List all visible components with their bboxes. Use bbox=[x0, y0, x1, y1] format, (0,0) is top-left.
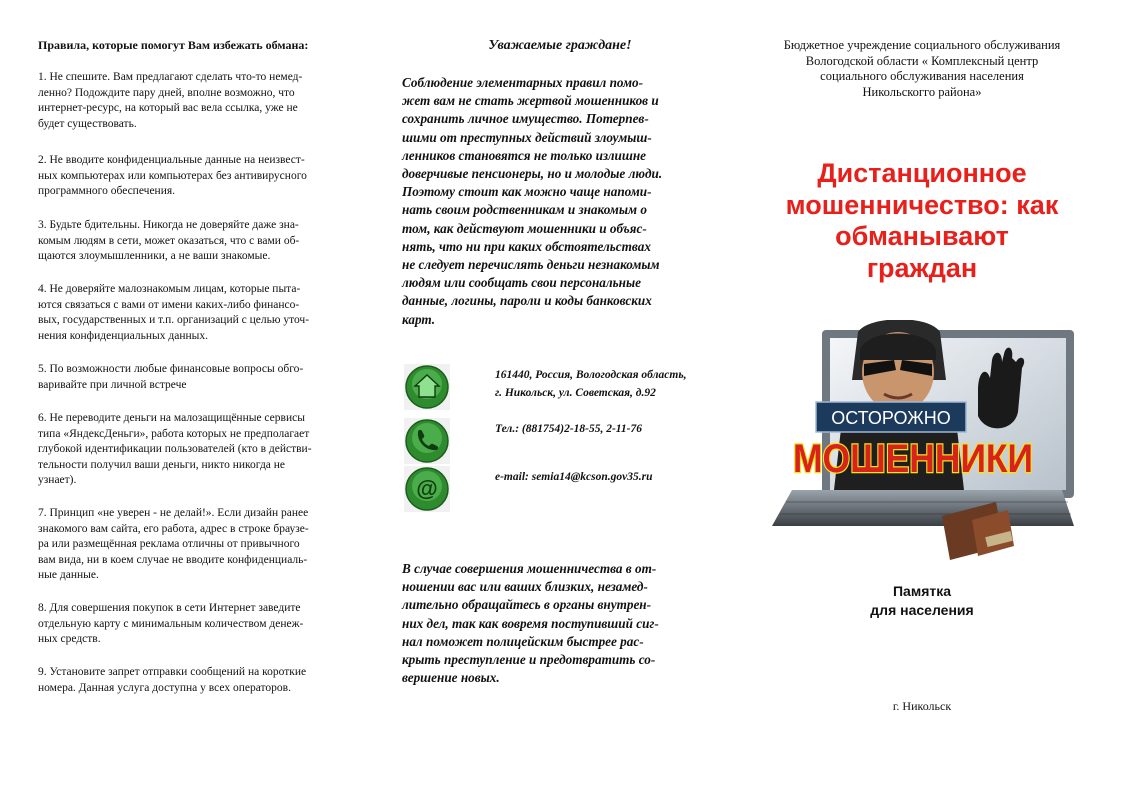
brochure-subtitle: Памятка для населения bbox=[870, 583, 974, 618]
cover-panel bbox=[752, 0, 1092, 794]
brochure-title: Дистанционное мошенничество: как обманывают граждан bbox=[785, 158, 1059, 283]
home-icon bbox=[404, 364, 450, 410]
closing-text: В случае совершения мошенничества в от- ношении вас или ваших близких, незамед- лительно обращайтесь в органы внутрен- них дел, так как вовремя поступивший сиг- нал поможет полицейским быстрее рас- крыть преступление и предотвратить со- вершение новых. bbox=[402, 561, 659, 686]
appeal-panel bbox=[400, 0, 730, 794]
phone-icon bbox=[404, 418, 450, 464]
organization-name: Бюджетное учреждение социального обслуживания Вологодской области « Комплексный центр социального обслуживания населения Никольскогго района» bbox=[783, 38, 1061, 99]
rule-item: 4. Не доверяйте малознакомым лицам, которые пыта- ются связаться с вами от имени каких-либо финансо- вых, государственных и т.п. организаций с целью уточ- нения конфиденциальных данных. bbox=[38, 283, 310, 342]
contact-phone: Тел.: (881754)2-18-55, 2-11-76 bbox=[495, 423, 643, 435]
contact-address: 161440, Россия, Вологодская область, г. Никольск, ул. Советская, д.92 bbox=[495, 369, 687, 399]
rule-item: 5. По возможности любые финансовые вопросы обго- варивайте при личной встрече bbox=[38, 363, 304, 391]
rule-item: 8. Для совершения покупок в сети Интернет заведите отдельную карту с минимальным количеством денеж- ных средств. bbox=[38, 602, 304, 645]
intro-text: Соблюдение элементарных правил помо- жет вам не стать жертвой мошенников и сохранить личное имущество. Потерпев- шими от преступных действий злоумыш- ленников становятся не только излишне доверчивые пенсионеры, но и молодые люди. Поэтому стоит как можно чаще напоми- нать своим родственникам и знакомым о том, как действуют мошенники и объяс- нять, что ни при каких обстоятельствах не следует перечислять деньги незнакомым людям или сообщать свои персональные данные, логины, пароли и коды банковских карт. bbox=[402, 75, 663, 327]
banner-text: ОСТОРОЖНО bbox=[831, 408, 951, 428]
rule-item: 7. Принцип «не уверен - не делай!». Если дизайн ранее знакомого вам сайта, его работа, адрес в строке браузе- ра или размещённая реклама отличны от привычного вам вида, ни в коем случае не вводите конфиденциаль- ные данные. bbox=[38, 507, 309, 581]
rules-panel bbox=[38, 0, 358, 794]
contact-email: e-mail: semia14@kcson.gov35.ru bbox=[495, 471, 653, 483]
rule-item: 3. Будьте бдительны. Никогда не доверяйте даже зна- комым людям в сети, может оказаться, что с вами об- щаются злоумышленники, а не ваши знакомые. bbox=[38, 219, 300, 262]
rule-item: 9. Установите запрет отправки сообщений на короткие номера. Данная услуга доступна у всех операторов. bbox=[38, 666, 307, 694]
rule-item: 2. Не вводите конфиденциальные данные на неизвест- ных компьютерах или компьютерах без антивирусного программного обеспечения. bbox=[38, 154, 307, 197]
email-icon bbox=[404, 466, 450, 512]
svg-text:@: @ bbox=[416, 476, 438, 501]
rule-item: 1. Не спешите. Вам предлагают сделать что-то немед- ленно? Подождите пару дней, вполне возможно, что интернет-ресурс, на который вас вела ссылка, уже не будет существовать. bbox=[38, 71, 303, 130]
city-name: г. Никольск bbox=[892, 699, 952, 713]
warning-text: МОШЕННИКИ bbox=[793, 437, 1033, 481]
greeting: Уважаемые граждане! bbox=[488, 38, 632, 53]
scammer-illustration bbox=[772, 320, 1074, 566]
rule-item: 6. Не переводите деньги на малозащищённые сервисы типа «ЯндексДеньги», работа которых не предполагает глубокой идентификации пользователей (кто в действи- тельности получил ваши деньги, никто никогда не узнает). bbox=[38, 412, 312, 486]
rules-heading: Правила, которые помогут Вам избежать обмана: bbox=[38, 38, 309, 52]
